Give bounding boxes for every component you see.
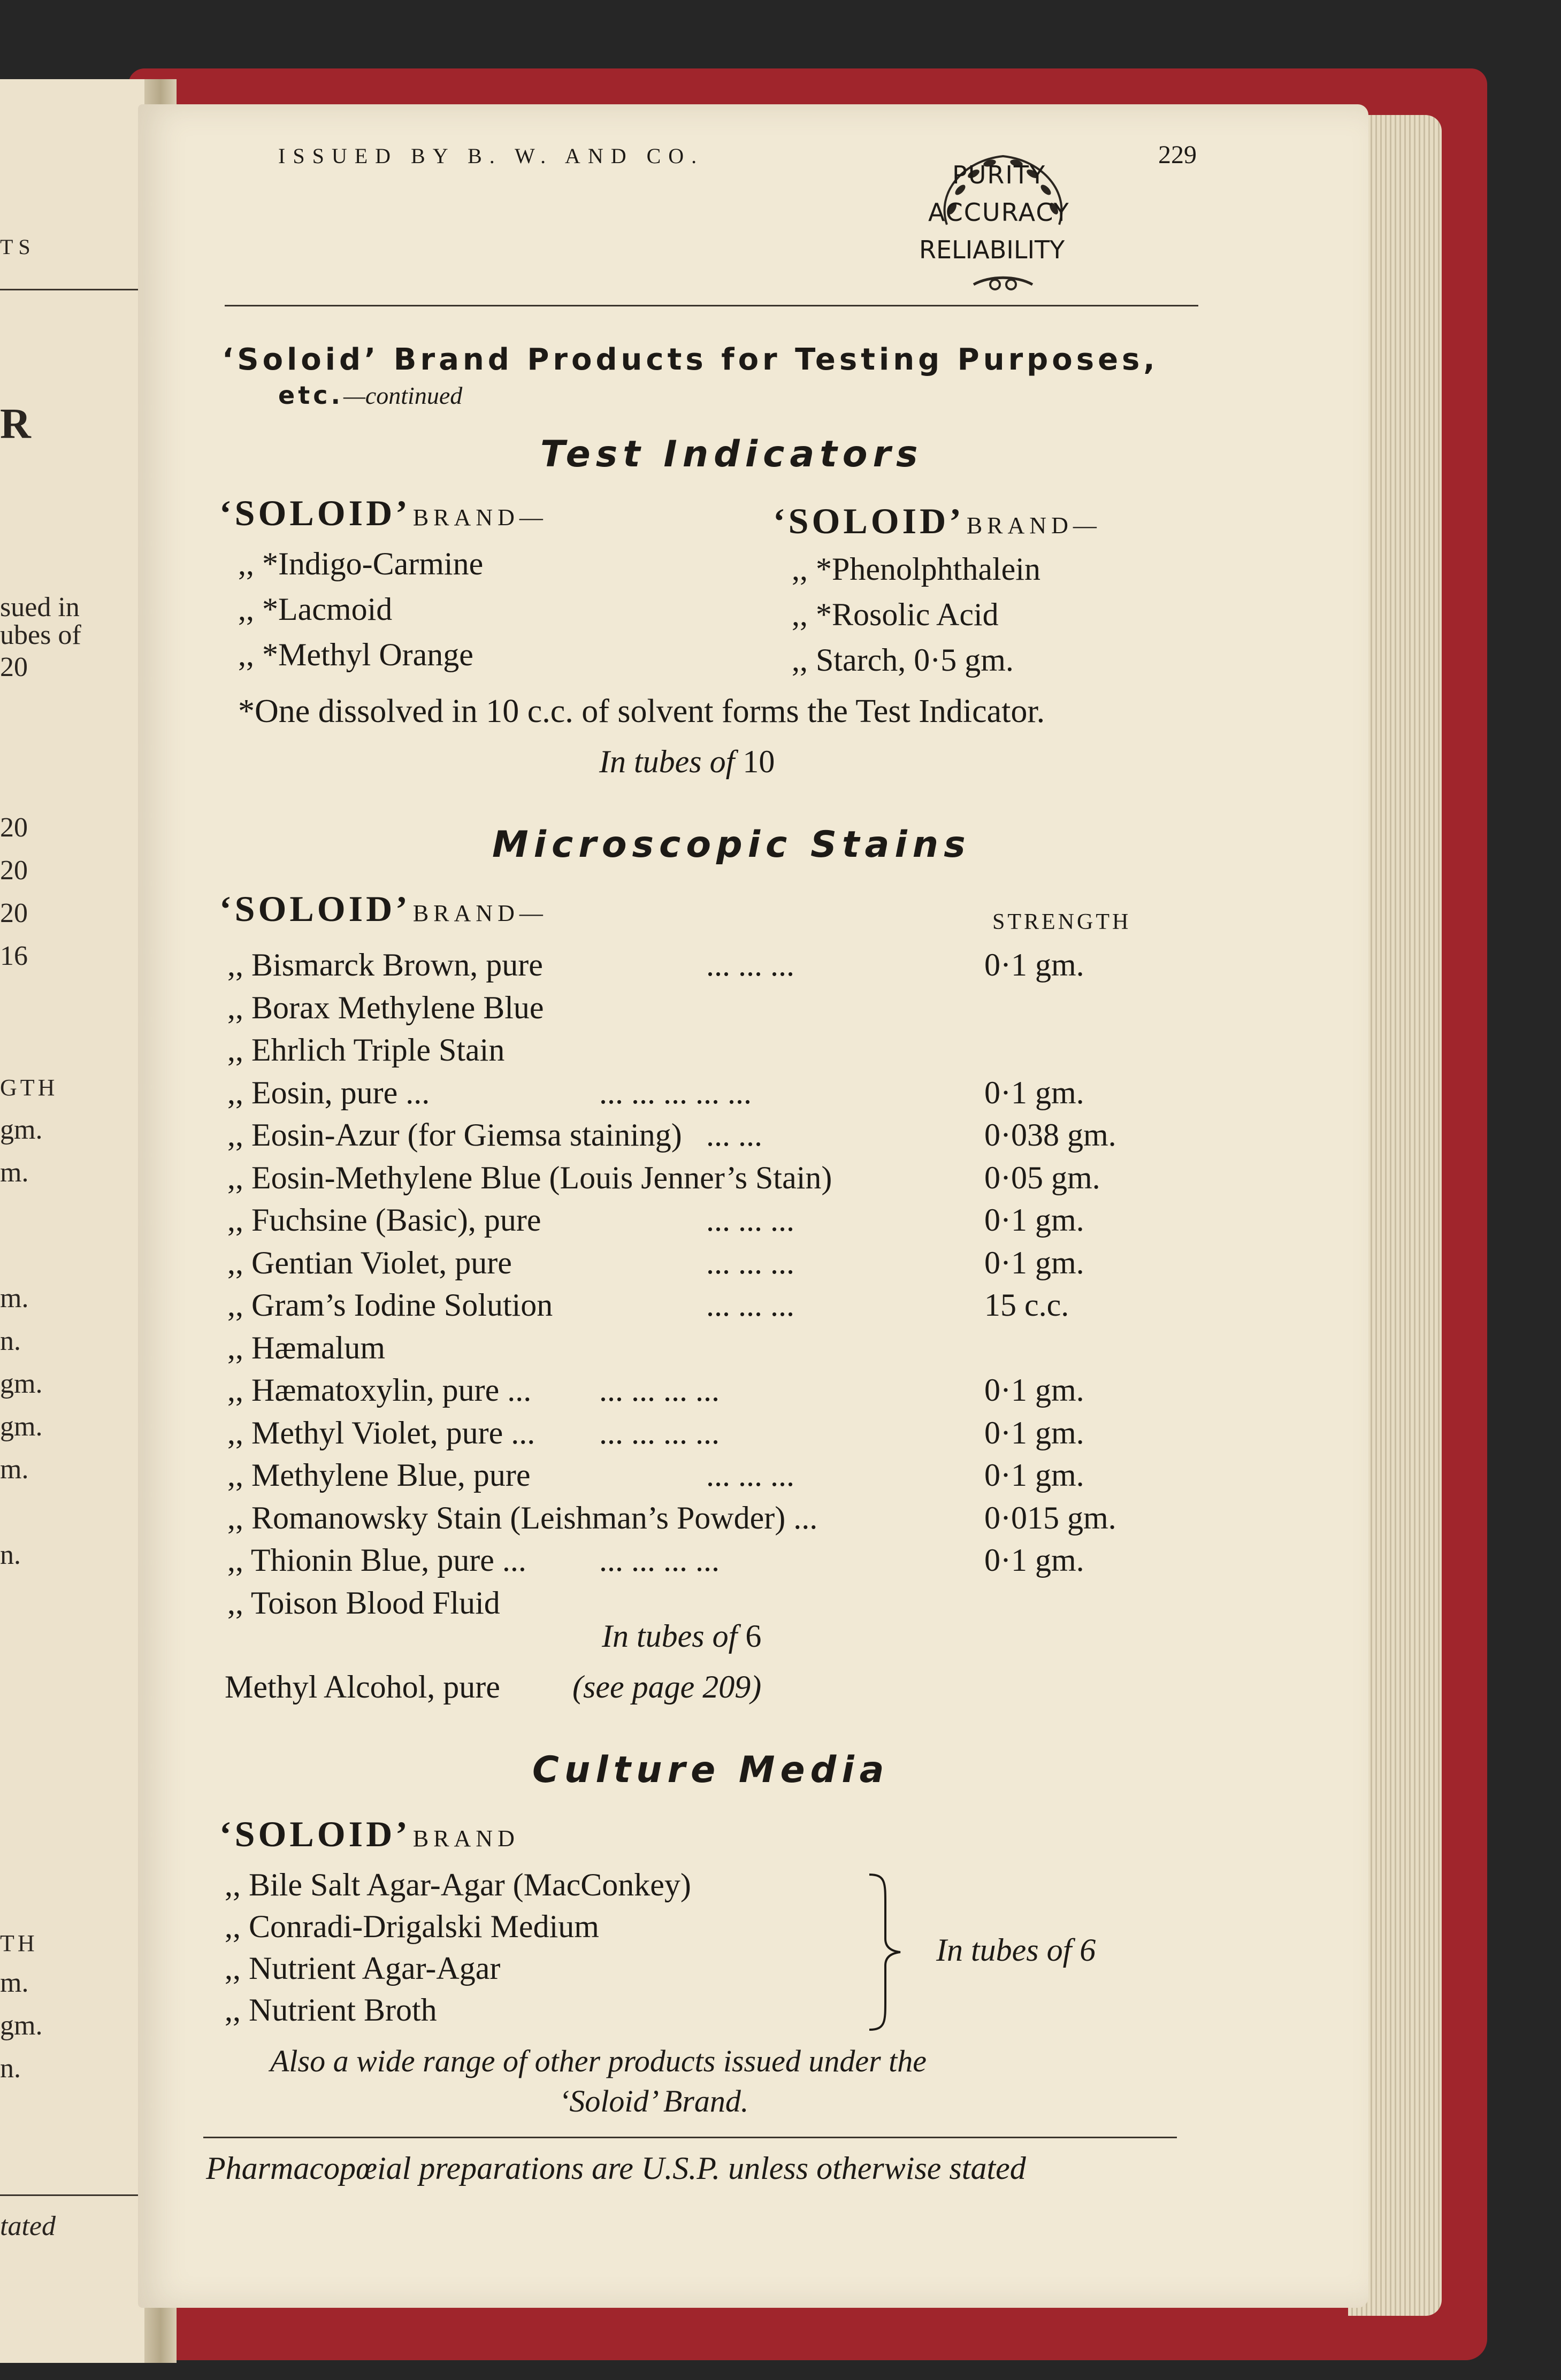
microscopic-stains-heading: Microscopic Stains [492,824,971,866]
left-fragment: n. [0,2053,21,2084]
leader-dots: ... ... ... [706,1245,794,1280]
tubes-label: In tubes of [602,1618,738,1654]
stain-name: ,, Bismarck Brown, pure [227,947,543,982]
leader-dots: ... ... ... [706,1287,794,1323]
stain-strength: 0·1 gm. [984,1542,1084,1578]
stain-name: ,, Borax Methylene Blue [227,990,544,1025]
purity-emblem [915,144,1091,300]
left-footer-rule [0,2194,155,2196]
stain-name: ,, Gentian Violet, pure [227,1245,512,1280]
left-fragment: tated [0,2211,56,2241]
left-fragment: gm. [0,2010,43,2041]
tubes-note [599,743,775,780]
list-item: ,, *Rosolic Acid [792,597,999,632]
stain-name: ,, Fuchsine (Basic), pure [227,1202,541,1238]
list-item: ,, *Lacmoid [238,592,393,627]
running-header: ISSUED BY B. W. AND CO. [278,144,705,168]
left-fragment: TH [0,1930,38,1956]
emblem-accuracy: ACCURACY [928,198,1070,227]
list-item: ,, Nutrient Agar-Agar [225,1951,501,1986]
stain-strength: 15 c.c. [984,1287,1069,1323]
also-note-line1: Also a wide range of other products issued under the [270,2044,927,2078]
stain-strength: 0·015 gm. [984,1500,1116,1536]
left-fragment: m. [0,1157,29,1188]
stain-name: ,, Methyl Violet, pure ... [227,1415,535,1450]
leader-dots: ... ... [706,1117,762,1153]
list-item: ,, *Phenolphthalein [792,551,1040,587]
brand-left [219,492,548,534]
left-fragment: m. [0,1283,29,1314]
left-fragment: gm. [0,1369,43,1399]
brand-word: BRAND— [412,900,548,926]
stain-strength: 0·038 gm. [984,1117,1116,1153]
stain-name: ,, Thionin Blue, pure ... [227,1542,526,1578]
footnote: *One dissolved in 10 c.c. of solvent forms the Test Indicator. [238,693,1045,730]
left-fragment: 20 [0,652,28,682]
left-fragment: GTH [0,1074,58,1101]
also-note-line2: ‘Soloid’ Brand. [559,2084,749,2118]
leader-dots: ... ... ... ... [599,1415,720,1450]
tubes-label: In tubes of [599,744,735,779]
stain-name: ,, Toison Blood Fluid [227,1585,500,1621]
list-item: ,, *Methyl Orange [238,637,473,672]
page-number: 229 [1158,141,1197,169]
stain-name: ,, Eosin-Methylene Blue (Louis Jenner’s Stain) [227,1160,832,1195]
left-fragment: m. [0,1968,29,1998]
leader-dots: ... ... ... [706,1202,794,1238]
leader-dots: ... ... ... ... [599,1542,720,1578]
culture-media-heading: Culture Media [532,1749,890,1791]
left-fragment: ubes of [0,620,81,650]
brand-culture [219,1813,519,1855]
left-fragment: 20 [0,855,28,886]
test-indicators-heading: Test Indicators [540,433,923,475]
brand-word: BRAND— [966,512,1101,539]
leader-dots: ... ... ... ... [599,1372,720,1408]
stain-strength: 0·1 gm. [984,1202,1084,1238]
left-fragment: n. [0,1326,21,1356]
leader-dots: ... ... ... [706,947,794,982]
list-item: ,, *Indigo-Carmine [238,546,484,581]
page-title: ‘Soloid’ Brand Products for Testing Purposes, [222,342,1159,377]
leader-dots: ... ... ... ... ... [599,1075,752,1110]
list-item: ,, Starch, 0·5 gm. [792,642,1014,678]
emblem-purity: PURITY [952,160,1046,189]
left-fragment: sued in [0,592,80,623]
title-continued: —continued [343,382,463,409]
footer-note: Pharmacopœial preparations are U.S.P. unless otherwise stated [206,2151,1026,2186]
leader-dots: ... ... ... [706,1457,794,1493]
stain-strength: 0·1 gm. [984,1075,1084,1110]
brace-icon [864,1872,907,2032]
left-fragment: R [0,401,31,448]
stain-strength: 0·1 gm. [984,1415,1084,1450]
tubes-count: 10 [743,744,775,779]
tubes-count: 6 [745,1618,762,1654]
see-page-reference: (see page 209) [572,1669,762,1705]
stain-strength: 0·1 gm. [984,947,1084,982]
left-fragment: gm. [0,1411,43,1442]
title-etc: etc. [278,381,343,410]
stain-strength: 0·1 gm. [984,1245,1084,1280]
brand-name: ‘SOLOID’ [219,888,411,929]
methyl-alcohol: Methyl Alcohol, pure [225,1669,500,1705]
emblem-reliability: RELIABILITY [919,235,1065,264]
list-item: ,, Conradi-Drigalski Medium [225,1909,599,1944]
brand-name: ‘SOLOID’ [219,493,411,533]
brand-right [773,500,1101,542]
list-item: ,, Nutrient Broth [225,1992,437,2028]
left-fragment: m. [0,1454,29,1485]
strength-header: STRENGTH [992,910,1131,934]
left-fragment: TS [0,235,36,259]
page-title-continued [278,381,462,410]
left-fragment: gm. [0,1115,43,1145]
culture-tubes-note: In tubes of 6 [936,1932,1096,1968]
left-header-rule [0,289,155,290]
stain-name: ,, Methylene Blue, pure [227,1457,531,1493]
stain-name: ,, Ehrlich Triple Stain [227,1032,505,1068]
stain-name: ,, Gram’s Iodine Solution [227,1287,553,1323]
brand-word: BRAND [412,1825,519,1852]
left-fragment: 20 [0,812,28,843]
left-fragment: n. [0,1540,21,1570]
left-page [0,79,155,2363]
stain-name: ,, Romanowsky Stain (Leishman’s Powder) ... [227,1500,818,1536]
left-fragment: 20 [0,898,28,928]
header-rule [225,305,1198,306]
stain-strength: 0·05 gm. [984,1160,1100,1195]
stain-strength: 0·1 gm. [984,1372,1084,1408]
list-item: ,, Bile Salt Agar-Agar (MacConkey) [225,1867,691,1902]
brand-name: ‘SOLOID’ [773,501,965,541]
stain-strength: 0·1 gm. [984,1457,1084,1493]
tubes-note [602,1618,761,1655]
stain-name: ,, Hæmatoxylin, pure ... [227,1372,532,1408]
brand-name: ‘SOLOID’ [219,1814,411,1854]
left-fragment: 16 [0,941,28,971]
stain-name: ,, Eosin, pure ... [227,1075,430,1110]
brand-word: BRAND— [412,504,548,531]
brand-stains [219,888,548,930]
stain-name: ,, Eosin-Azur (for Giemsa staining) [227,1117,682,1153]
footer-rule [203,2137,1177,2138]
stain-name: ,, Hæmalum [227,1330,385,1365]
